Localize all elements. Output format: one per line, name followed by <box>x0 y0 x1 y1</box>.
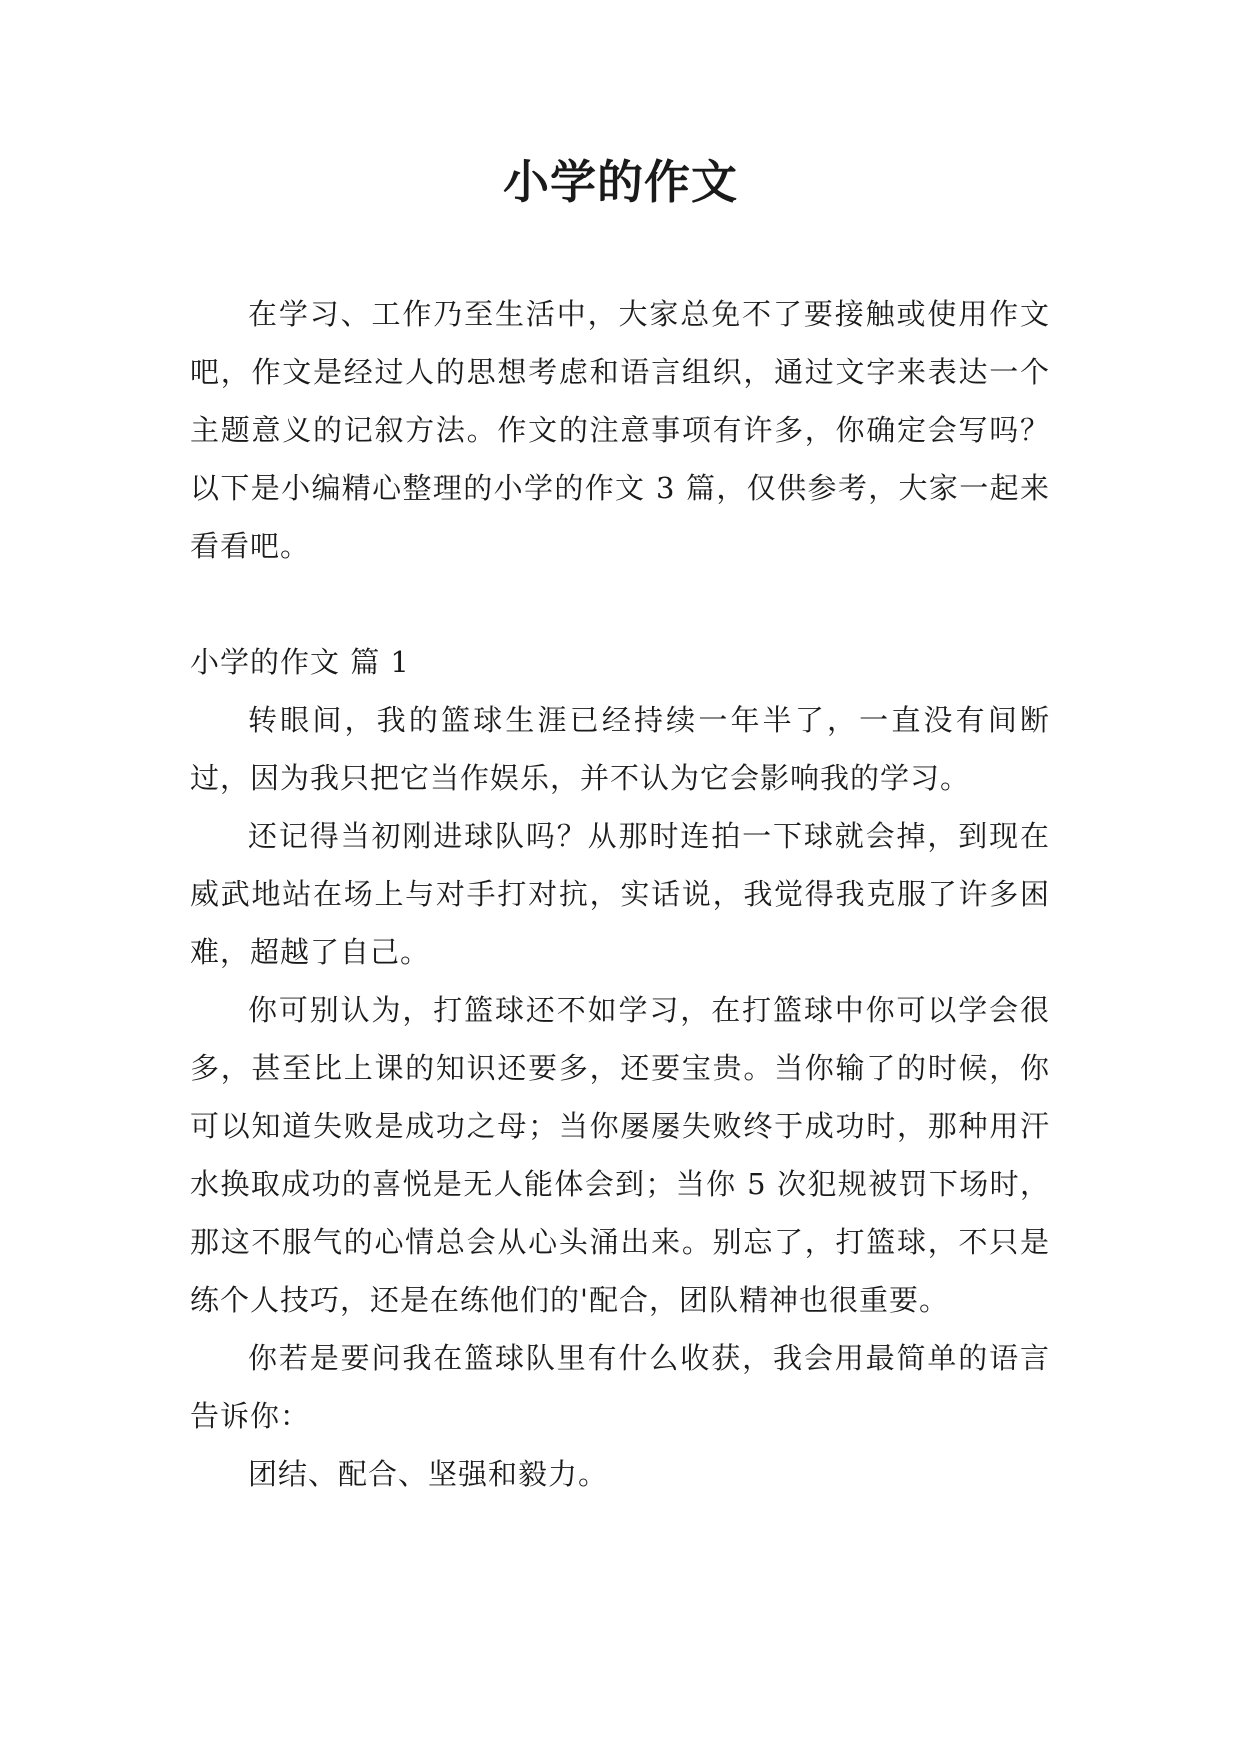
document-body <box>190 285 1050 1503</box>
body-paragraph-4: 你若是要问我在篮球队里有什么收获，我会用最简单的语言告诉你： <box>190 1341 1050 1433</box>
intro-paragraph: 在学习、工作乃至生活中，大家总免不了要接触或使用作文吧，作文是经过人的思想考虑和语言组织，通过文字来表达一个主题意义的记叙方法。作文的注意事项有许多，你确定会写吗？以下是小编精心整理的小学的作文 3 篇，仅供参考，大家一起来看看吧。 <box>190 297 1050 563</box>
body-paragraph-2: 还记得当初刚进球队吗？从那时连拍一下球就会掉，到现在威武地站在场上与对手打对抗，实话说，我觉得我克服了许多困难，超越了自己。 <box>190 819 1050 969</box>
body-paragraph-3: 你可别认为，打篮球还不如学习，在打篮球中你可以学会很多，甚至比上课的知识还要多，还要宝贵。当你输了的时候，你可以知道失败是成功之母；当你屡屡失败终于成功时，那种用汗水换取成功的喜悦是无人能体会到；当你 5 次犯规被罚下场时，那这不服气的心情总会从心头涌出来。别忘了，打篮球，不只是练个人技巧，还是在练他们的'配合，团队精神也很重要。 <box>190 993 1050 1317</box>
section-heading: 小学的作文 篇 1 <box>190 645 410 679</box>
document-title: 小学的作文 <box>503 155 738 209</box>
body-paragraph-5: 团结、配合、坚强和毅力。 <box>248 1457 609 1491</box>
body-paragraph-1: 转眼间，我的篮球生涯已经持续一年半了，一直没有间断过，因为我只把它当作娱乐，并不认为它会影响我的学习。 <box>190 703 1050 795</box>
spacer <box>190 575 1050 633</box>
